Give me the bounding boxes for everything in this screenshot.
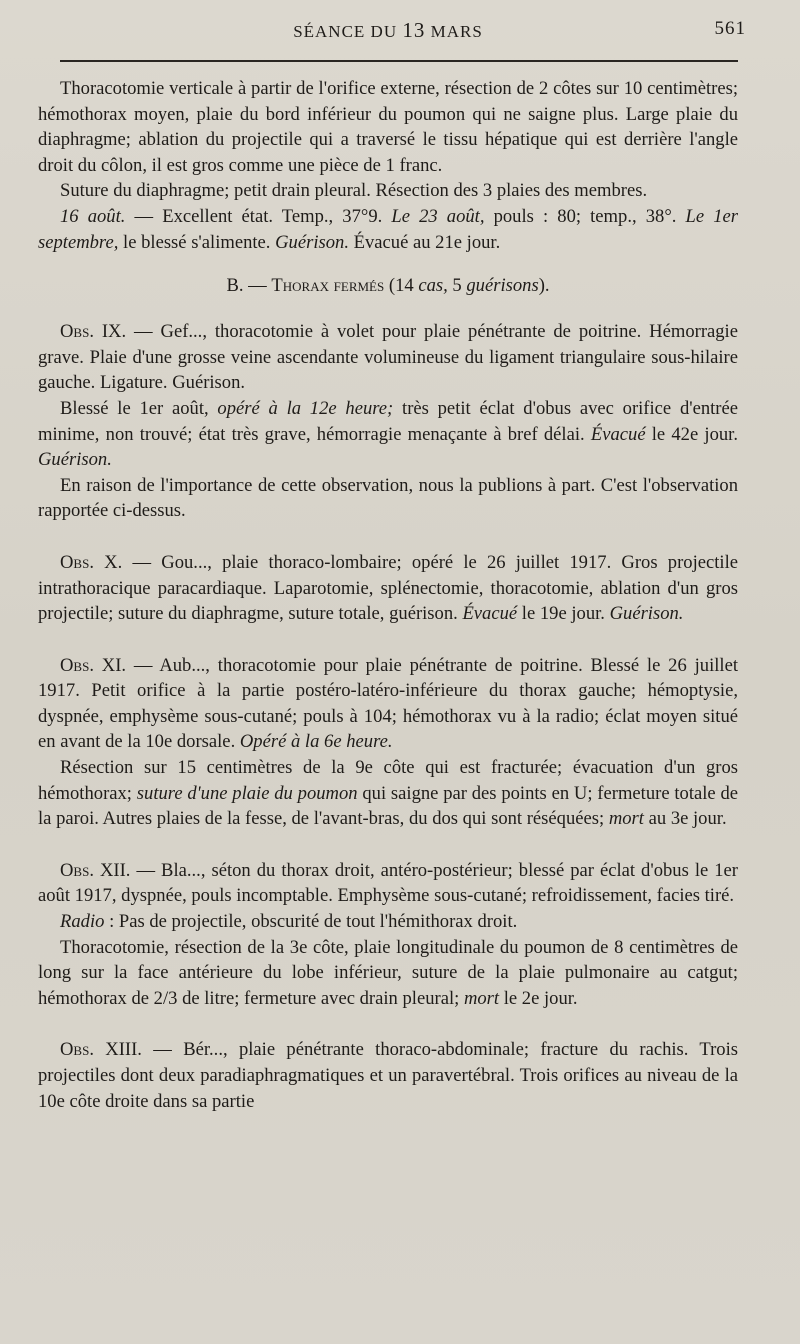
obs-11-detail: Résection sur 15 centimètres de la 9e côte qui est fracturée; évacuation d'un gros hémothorax; suture d'une plaie du poumon qui saigne par des points en U; fermeture totale de la paroi. Autres plaies de la fesse, de l'avant-bras, du dos qui sont réséquées; mort au 3e jour. [38, 757, 739, 830]
obs-9-detail: Blessé le 1er août, opéré à la 12e heure; très petit éclat d'obus avec orifice d'entrée minime, non trouvé; état très grave, hémorragie menaçante à bref délai. Évacué le 42e jour. Guérison. [38, 397, 738, 471]
page-number: 561 [714, 18, 746, 39]
obs-9-summary: Obs. IX. — Gef..., thoracotomie à volet pour plaie pénétrante de poitrine. Hémorragie grave. Plaie d'une grosse veine ascendante volumineuse du ligament triangulaire sous-hilaire gauche. Ligature. Guérison. [38, 321, 738, 394]
obs-13: Obs. XIII. — Bér..., plaie pénétrante thoraco-abdominale; fracture du rachis. Trois projectiles dont deux paradiaphragmatiques et un paravertébral. Trois orifices au niveau de la 10e côte droite dans sa partie [38, 1039, 739, 1112]
section-heading: B. — Thorax fermés (14 cas, 5 guérisons). [226, 275, 550, 297]
paragraph-suture: Suture du diaphragme; petit drain pleural. Résection des 3 plaies des membres. [60, 180, 648, 202]
obs-12-detail: Thoracotomie, résection de la 3e côte, plaie longitudinale du poumon de 8 centimètres de long sur la face antérieure du lobe inférieur, suture de la plaie pulmonaire au catgut; hémothorax de 2/3 de litre; fermeture avec drain pleural; mort le 2e jour. [38, 936, 738, 1009]
obs-9-note: En raison de l'importance de cette observation, nous la publions à part. C'est l'observation rapportée ci-dessus. [38, 474, 738, 522]
obs-11-summary: Obs. XI. — Aub..., thoracotomie pour plaie pénétrante de poitrine. Blessé le 26 juillet 1917. Petit orifice à la partie postéro-latéro-inférieure du thorax gauche; hémoptysie, dyspnée, emphysème sous-cutané; pouls à 104; hémothorax vu à la radio; éclat moyen situé en avant de la 10e dorsale. Opéré à la 6e heure. [38, 654, 738, 753]
paragraph-thoracotomie: Thoracotomie verticale à partir de l'orifice externe, résection de 2 côtes sur 10 centimètres; hémothorax moyen, plaie du bord inférieur du poumon qui ne saigne plus. Large plaie du diaphragme; ablation du projectile qui a traversé le tissu hépatique qui est derrière l'angle droit du côlon, il est gros comme une pièce de 1 franc. [38, 78, 738, 176]
obs-12-radio: Radio : Pas de projectile, obscurité de tout l'hémithorax droit. [60, 911, 518, 933]
obs-10: Obs. X. — Gou..., plaie thoraco-lombaire; opéré le 26 juillet 1917. Gros projectile intrathoracique paracardiaque. Laparotomie, splénectomie, thoracotomie, ablation d'un gros projectile; suture du diaphragme, suture totale, guérison. Évacué le 19e jour. Guérison. [38, 551, 738, 625]
header-title: SÉANCE DU 13 MARS [293, 18, 483, 42]
header-rule [60, 60, 738, 62]
paragraph-dates: 16 août. — Excellent état. Temp., 37°9. Le 23 août, pouls : 80; temp., 38°. Le 1er septembre, le blessé s'alimente. Guérison. Évacué au 21e jour. [38, 205, 739, 253]
obs-12-summary: Obs. XII. — Bla..., séton du thorax droit, antéro-postérieur; blessé par éclat d'obus le 1er août 1917, dyspnée, pouls incomptable. Emphysème sous-cutané; refroidissement, facies tiré. [38, 859, 738, 907]
running-header [38, 18, 746, 44]
